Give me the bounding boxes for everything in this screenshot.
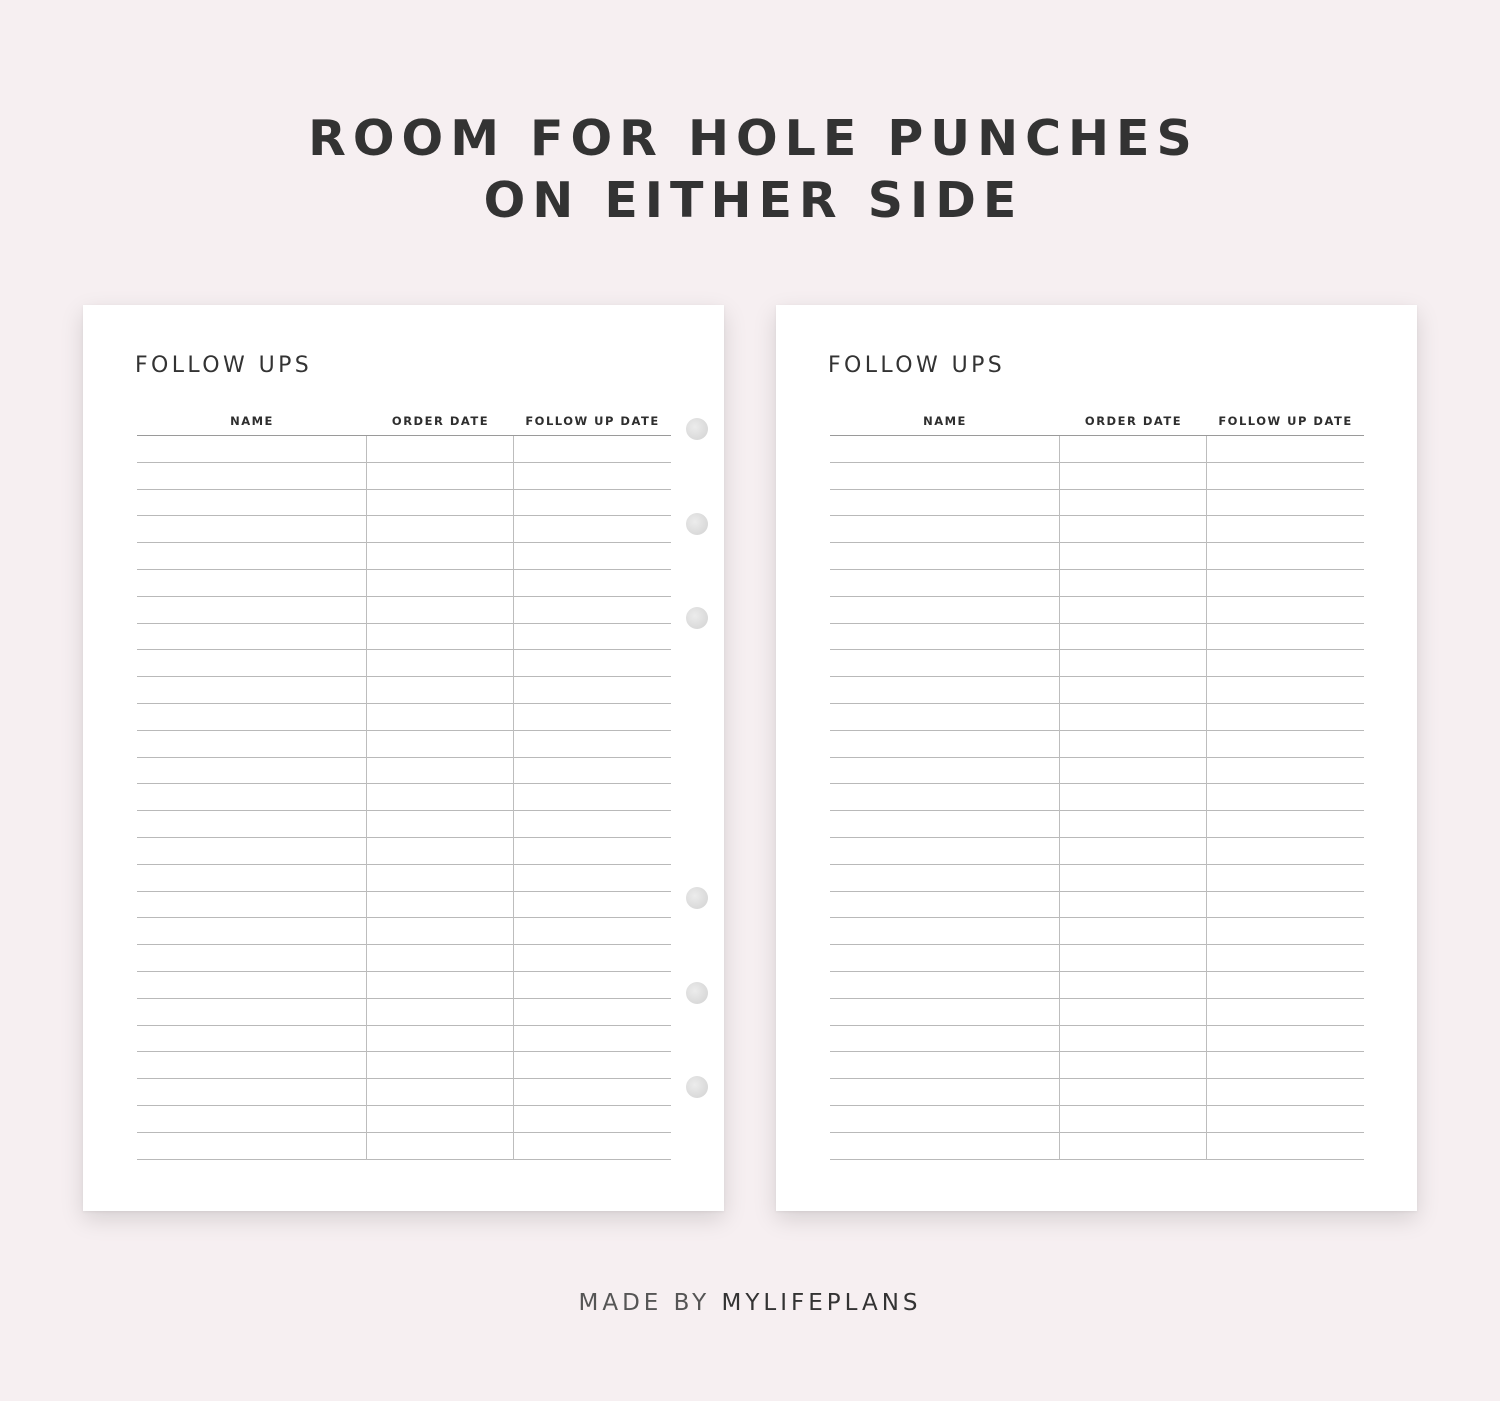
table-row bbox=[137, 1026, 671, 1053]
headline-line-1: ROOM FOR HOLE PUNCHES bbox=[308, 110, 1199, 167]
table-header bbox=[137, 411, 671, 436]
table-row bbox=[137, 945, 671, 972]
planner-page-right bbox=[776, 305, 1417, 1211]
table-row bbox=[830, 624, 1364, 651]
table-row bbox=[137, 784, 671, 811]
table-row bbox=[137, 1133, 671, 1160]
column-header-name: NAME bbox=[230, 414, 274, 428]
table-header bbox=[830, 411, 1364, 436]
table-row bbox=[137, 999, 671, 1026]
table-row bbox=[830, 1026, 1364, 1053]
table-row bbox=[830, 838, 1364, 865]
table-row bbox=[830, 811, 1364, 838]
headline bbox=[0, 108, 1500, 232]
table-row bbox=[830, 731, 1364, 758]
column-divider bbox=[1059, 436, 1060, 1160]
table-row bbox=[830, 865, 1364, 892]
planner-page-left bbox=[83, 305, 724, 1211]
table-row bbox=[830, 972, 1364, 999]
table-row bbox=[137, 543, 671, 570]
table-body bbox=[137, 436, 671, 1160]
column-divider bbox=[513, 436, 514, 1160]
table-row bbox=[137, 918, 671, 945]
footer-lead: MADE BY bbox=[578, 1290, 722, 1316]
table-row bbox=[137, 972, 671, 999]
table-row bbox=[830, 516, 1364, 543]
table-row bbox=[830, 945, 1364, 972]
table-row bbox=[830, 1052, 1364, 1079]
table-row bbox=[137, 1052, 671, 1079]
hole-punch-icon bbox=[686, 418, 708, 440]
table-row bbox=[830, 650, 1364, 677]
headline-line-2: ON EITHER SIDE bbox=[483, 172, 1024, 229]
table-row bbox=[830, 570, 1364, 597]
table-row bbox=[137, 731, 671, 758]
table-row bbox=[830, 918, 1364, 945]
table-row bbox=[830, 784, 1364, 811]
table-body bbox=[830, 436, 1364, 1160]
column-header-follow-up-date: FOLLOW UP DATE bbox=[525, 414, 660, 428]
column-header-follow-up-date: FOLLOW UP DATE bbox=[1218, 414, 1353, 428]
hole-punch-icon bbox=[686, 1076, 708, 1098]
table-row bbox=[830, 704, 1364, 731]
table-row bbox=[137, 516, 671, 543]
table-row bbox=[137, 1079, 671, 1106]
table-row bbox=[137, 1106, 671, 1133]
table-row bbox=[830, 1079, 1364, 1106]
table-row bbox=[137, 490, 671, 517]
column-header-order-date: ORDER DATE bbox=[391, 414, 490, 428]
column-divider bbox=[1206, 436, 1207, 1160]
table-row bbox=[137, 704, 671, 731]
table-row bbox=[137, 677, 671, 704]
column-divider bbox=[366, 436, 367, 1160]
table-row bbox=[830, 490, 1364, 517]
table-row bbox=[137, 597, 671, 624]
footer-brand: MYLIFEPLANS bbox=[721, 1290, 922, 1316]
table-row bbox=[830, 463, 1364, 490]
page-title: FOLLOW UPS bbox=[135, 353, 313, 378]
footer-credit bbox=[0, 1290, 1500, 1316]
table-row bbox=[137, 624, 671, 651]
table-row bbox=[830, 999, 1364, 1026]
column-header-name: NAME bbox=[923, 414, 967, 428]
table-row bbox=[137, 650, 671, 677]
table-row bbox=[137, 892, 671, 919]
table-row bbox=[137, 436, 671, 463]
table-row bbox=[830, 1133, 1364, 1160]
table-row bbox=[830, 892, 1364, 919]
table-row bbox=[137, 463, 671, 490]
table-row bbox=[830, 436, 1364, 463]
hole-punch-icon bbox=[686, 887, 708, 909]
table-row bbox=[830, 543, 1364, 570]
table-row bbox=[137, 811, 671, 838]
page-title: FOLLOW UPS bbox=[828, 353, 1006, 378]
table-row bbox=[137, 838, 671, 865]
follow-ups-table bbox=[830, 411, 1364, 1160]
column-header-order-date: ORDER DATE bbox=[1084, 414, 1183, 428]
table-row bbox=[830, 1106, 1364, 1133]
table-row bbox=[830, 677, 1364, 704]
table-row bbox=[137, 758, 671, 785]
table-row bbox=[137, 865, 671, 892]
table-row bbox=[830, 758, 1364, 785]
hole-punch-icon bbox=[686, 607, 708, 629]
table-row bbox=[137, 570, 671, 597]
table-row bbox=[830, 597, 1364, 624]
hole-punch-icon bbox=[686, 513, 708, 535]
hole-punch-icon bbox=[686, 982, 708, 1004]
follow-ups-table bbox=[137, 411, 671, 1160]
